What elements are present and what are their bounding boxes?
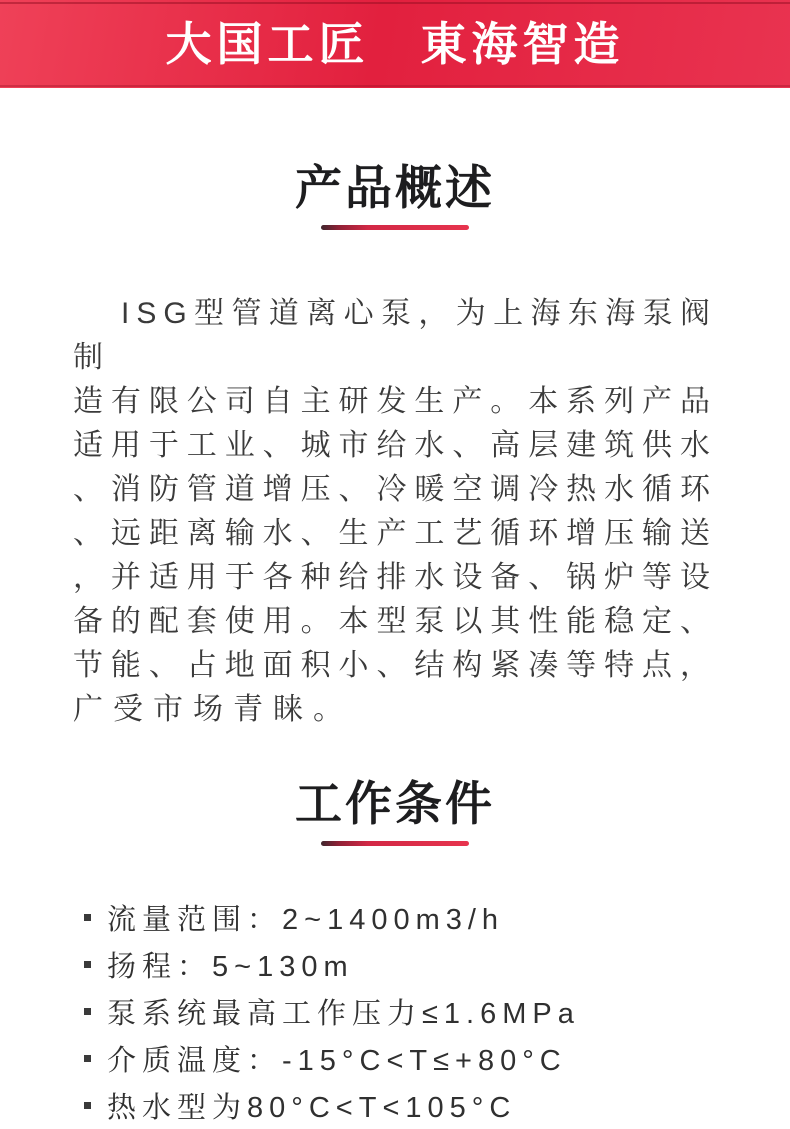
overview-line: 造有限公司自主研发生产。本系列产品 (73, 385, 717, 418)
overview-line: 节能、占地面积小、结构紧凑等特点， (73, 649, 717, 682)
square-bullet-icon (84, 961, 91, 968)
square-bullet-icon (84, 1102, 91, 1109)
banner (0, 0, 790, 88)
spec-item-hot-water-type (84, 1082, 790, 1129)
overview-line: 、远距离输水、生产工艺循环增压输送 (73, 517, 717, 550)
square-bullet-icon (84, 914, 91, 921)
spec-item-max-pressure (84, 988, 790, 1035)
overview-section (0, 88, 790, 732)
conditions-section (0, 732, 790, 1129)
overview-paragraph (73, 292, 717, 732)
conditions-heading: 工作条件 (295, 777, 495, 830)
spec-item-label: 热水型为80°C<T<105°C (107, 1092, 517, 1124)
overview-heading-underline (321, 225, 469, 230)
spec-item-label: 泵系统最高工作压力≤1.6MPa (107, 998, 580, 1030)
spec-item-flow-range (84, 894, 790, 941)
overview-line: ISG型管道离心泵，为上海东海泵阀制 (73, 297, 717, 374)
overview-line: 广受市场青睐。 (73, 693, 353, 726)
conditions-heading-underline (321, 841, 469, 846)
spec-item-label: 扬程：5~130m (107, 951, 354, 983)
banner-title: 大国工匠 東海智造 (165, 18, 625, 70)
spec-list (0, 894, 790, 1129)
overview-line: 适用于工业、城市给水、高层建筑供水 (73, 429, 717, 462)
overview-line: ，并适用于各种给排水设备、锅炉等设 (73, 561, 717, 594)
overview-line: 备的配套使用。本型泵以其性能稳定、 (73, 605, 717, 638)
spec-item-label: 流量范围：2~1400m3/h (107, 904, 505, 936)
overview-heading: 产品概述 (295, 161, 495, 214)
spec-item-medium-temperature (84, 1035, 790, 1082)
square-bullet-icon (84, 1055, 91, 1062)
square-bullet-icon (84, 1008, 91, 1015)
spec-item-head (84, 941, 790, 988)
spec-item-label: 介质温度：-15°C<T≤+80°C (107, 1045, 567, 1077)
overview-line: 、消防管道增压、冷暖空调冷热水循环 (73, 473, 717, 506)
